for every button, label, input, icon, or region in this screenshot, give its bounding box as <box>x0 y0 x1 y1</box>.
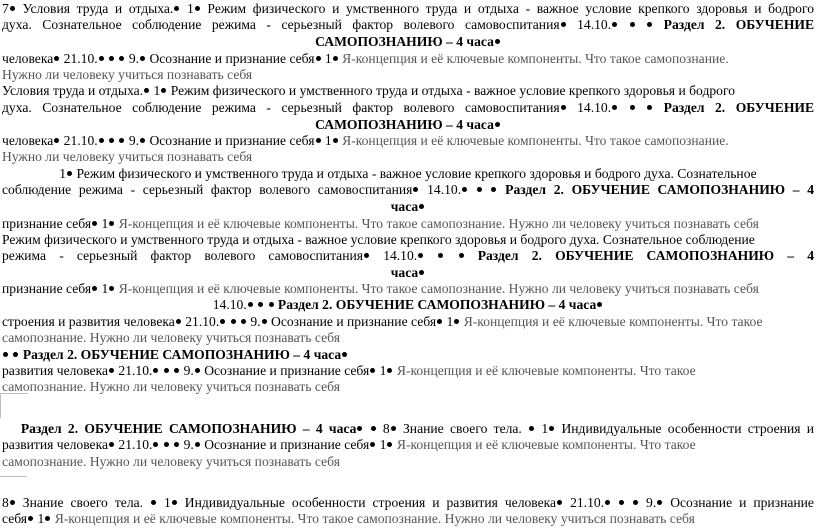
bullet-dot-icon <box>164 368 169 373</box>
bullet-dot-icon <box>153 368 158 373</box>
bullet-dot-icon <box>164 442 169 447</box>
bullet-dot-icon <box>174 442 179 447</box>
text-line-21: самопознание. Нужно ли человеку учиться познавать себя <box>2 330 340 345</box>
text-line-29: себя 1 Я-концепция и её ключевые компоненты. Что такое самопознание. Нужно ли человеку учиться познавать себя <box>2 511 695 526</box>
text-line-3: САМОПОЗНАНИЮ – 4 часа <box>2 34 814 50</box>
bullet-dot-icon <box>119 138 124 143</box>
bullet-dot-icon <box>370 368 375 373</box>
bullet-dot-icon <box>619 500 624 505</box>
bullet-dot-icon <box>316 138 321 143</box>
bullet-dot-icon <box>258 302 263 307</box>
text-line-10: Нужно ли человеку учиться познавать себя <box>2 149 253 164</box>
bullet-dot-icon <box>92 286 97 291</box>
bullet-dot-icon <box>195 442 200 447</box>
bullet-dot-icon <box>54 138 59 143</box>
bullet-dot-icon <box>462 187 467 192</box>
bullet-dot-icon <box>109 368 114 373</box>
bullet-dot-icon <box>262 319 267 324</box>
bullet-dot-icon <box>647 22 652 27</box>
bullet-dot-icon <box>561 22 566 27</box>
text-line-26: развития человека 21.10. 9. Осознание и признание себя 1 Я-концепция и её ключевые компоненты. Что такое <box>2 437 696 452</box>
bullet-dot-icon <box>109 442 114 447</box>
bullet-dot-icon <box>333 138 338 143</box>
bullet-dot-icon <box>387 442 392 447</box>
bullet-dot-icon <box>174 368 179 373</box>
bullet-dot-icon <box>54 56 59 61</box>
bullet-dot-icon <box>459 253 464 258</box>
bullet-dot-icon <box>220 319 225 324</box>
bullet-dot-icon <box>144 88 149 93</box>
bullet-dot-icon <box>10 500 15 505</box>
image-placeholder-rule <box>0 476 27 491</box>
text-line-28: 8 Знание своего тела. 1 Индивидуальные особенности строения и развития человека 21.10. 9. Осознание и признание <box>2 495 814 510</box>
bullet-dot-icon <box>316 56 321 61</box>
bullet-dot-icon <box>45 516 50 521</box>
bullet-dot-icon <box>28 516 33 521</box>
bullet-dot-icon <box>172 500 177 505</box>
bullet-dot-icon <box>3 352 8 357</box>
text-line-9: человека 21.10. 9. Осознание и признание себя 1 Я-концепция и её ключевые компоненты. Что такое самопознание. <box>2 133 729 148</box>
bullet-dot-icon <box>140 138 145 143</box>
bullet-dot-icon <box>419 270 424 275</box>
bullet-dot-icon <box>67 171 72 176</box>
bullet-dot-icon <box>364 253 369 258</box>
bullet-dot-icon <box>342 352 347 357</box>
bullet-dot-icon <box>561 105 566 110</box>
bullet-dot-icon <box>633 500 638 505</box>
text-line-1: 7 Условия труда и отдыха. 1 Режим физического и умственного труда и отдыха - важное условие крепкого здоровья и бодрого <box>2 1 814 16</box>
text-line-18: признание себя 1 Я-концепция и её ключевые компоненты. Что такое самопознание. Нужно ли человеку учиться познавать себя <box>2 281 759 296</box>
bullet-dot-icon <box>657 500 662 505</box>
bullet-dot-icon <box>491 187 496 192</box>
text-line-25: Раздел 2. ОБУЧЕНИЕ САМОПОЗНАНИЮ – 4 часа 8 Знание своего тела. 1 Индивидуальные особенности строения и <box>20 421 815 436</box>
bullet-dot-icon <box>195 368 200 373</box>
bullet-dot-icon <box>371 426 376 431</box>
text-line-12: соблюдение режима - серьезный фактор волевого самовоспитания 14.10. Раздел 2. ОБУЧЕНИЕ САМОПОЗНАНИЮ – 4 <box>2 182 815 197</box>
bullet-dot-icon <box>413 187 418 192</box>
bullet-dot-icon <box>612 105 617 110</box>
text-line-4: человека 21.10. 9. Осознание и признание себя 1 Я-концепция и её ключевые компоненты. Что такое самопознание. <box>2 51 729 66</box>
bullet-dot-icon <box>597 302 602 307</box>
bullet-dot-icon <box>418 253 423 258</box>
text-line-7: духа. Сознательное соблюдение режима - серьезный фактор волевого самовоспитания 14.10. Раздел 2. ОБУЧЕНИЕ <box>2 100 815 115</box>
bullet-dot-icon <box>109 286 114 291</box>
text-line-27: самопознание. Нужно ли человеку учиться познавать себя <box>2 454 340 469</box>
text-line-16: режима - серьезный фактор волевого самовоспитания 14.10. Раздел 2. ОБУЧЕНИЕ САМОПОЗНАНИЮ – 4 <box>2 248 815 263</box>
bullet-dot-icon <box>495 122 500 127</box>
bullet-dot-icon <box>153 442 158 447</box>
bullet-dot-icon <box>557 500 562 505</box>
bullet-dot-icon <box>92 221 97 226</box>
text-line-2: духа. Сознательное соблюдение режима - серьезный фактор волевого самовоспитания 14.10. Раздел 2. ОБУЧЕНИЕ <box>2 17 815 32</box>
bullet-dot-icon <box>647 105 652 110</box>
bullet-dot-icon <box>13 352 18 357</box>
bullet-dot-icon <box>438 253 443 258</box>
bullet-dot-icon <box>437 319 442 324</box>
text-line-19: 14.10. Раздел 2. ОБУЧЕНИЕ САМОПОЗНАНИЮ – 4 часа <box>2 297 814 313</box>
bullet-dot-icon <box>195 6 200 11</box>
bullet-dot-icon <box>630 105 635 110</box>
bullet-dot-icon <box>495 39 500 44</box>
bullet-dot-icon <box>454 319 459 324</box>
text-line-22: Раздел 2. ОБУЧЕНИЕ САМОПОЗНАНИЮ – 4 часа <box>2 347 814 363</box>
text-line-6: Условия труда и отдыха. 1 Режим физического и умственного труда и отдыха - важное условие крепкого здоровья и бодрого <box>2 83 735 98</box>
bullet-dot-icon <box>357 426 362 431</box>
bullet-dot-icon <box>605 500 610 505</box>
text-line-13: часа <box>2 199 814 215</box>
bullet-dot-icon <box>176 319 181 324</box>
bullet-dot-icon <box>10 6 15 11</box>
text-line-14: признание себя 1 Я-концепция и её ключевые компоненты. Что такое самопознание. Нужно ли человеку учиться познавать себя <box>2 216 759 231</box>
bullet-dot-icon <box>630 22 635 27</box>
image-placeholder-box <box>0 393 28 418</box>
bullet-dot-icon <box>231 319 236 324</box>
text-line-23: развития человека 21.10. 9. Осознание и признание себя 1 Я-концепция и её ключевые компоненты. Что такое <box>2 363 696 378</box>
text-line-24: самопознание. Нужно ли человеку учиться познавать себя <box>2 379 340 394</box>
bullet-dot-icon <box>241 319 246 324</box>
bullet-dot-icon <box>109 138 114 143</box>
bullet-dot-icon <box>477 187 482 192</box>
bullet-dot-icon <box>140 56 145 61</box>
bullet-dot-icon <box>99 56 104 61</box>
text-line-5: Нужно ли человеку учиться познавать себя <box>2 67 253 82</box>
bullet-dot-icon <box>612 22 617 27</box>
bullet-dot-icon <box>370 442 375 447</box>
text-line-11: 1 Режим физического и умственного труда и отдыха - важное условие крепкого здоровья и бодрого духа. Сознательное <box>59 166 757 181</box>
bullet-dot-icon <box>109 221 114 226</box>
bullet-dot-icon <box>549 426 554 431</box>
bullet-dot-icon <box>333 56 338 61</box>
bullet-dot-icon <box>269 302 274 307</box>
bullet-dot-icon <box>161 88 166 93</box>
text-line-17: часа <box>2 265 814 281</box>
text-line-20: строения и развития человека 21.10. 9. Осознание и признание себя 1 Я-концепция и её ключевые компоненты. Что такое <box>2 314 763 329</box>
bullet-dot-icon <box>174 6 179 11</box>
bullet-dot-icon <box>391 426 396 431</box>
bullet-dot-icon <box>419 204 424 209</box>
text-line-8: САМОПОЗНАНИЮ – 4 часа <box>2 117 814 133</box>
bullet-dot-icon <box>99 138 104 143</box>
bullet-dot-icon <box>387 368 392 373</box>
bullet-dot-icon <box>248 302 253 307</box>
text-line-15: Режим физического и умственного труда и отдыха - важное условие крепкого здоровья и бодрого духа. Сознательное соблюдение <box>2 232 755 247</box>
bullet-dot-icon <box>529 426 534 431</box>
bullet-dot-icon <box>109 56 114 61</box>
bullet-dot-icon <box>151 500 156 505</box>
bullet-dot-icon <box>119 56 124 61</box>
